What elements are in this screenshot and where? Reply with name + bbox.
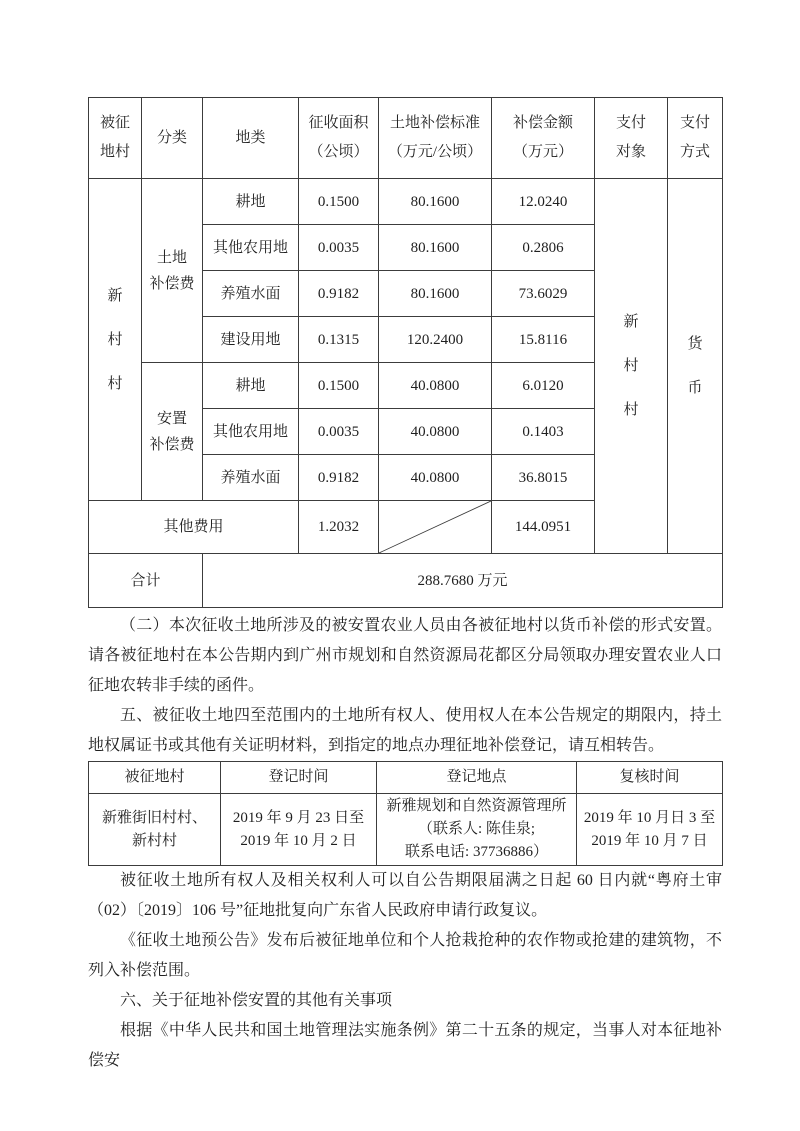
area-cell: 0.9182 — [299, 455, 379, 501]
land-type-cell: 耕地 — [203, 179, 299, 225]
reg-place-cell: 新雅规划和自然资源管理所 （联系人: 陈佳泉; 联系电话: 37736886） — [377, 794, 577, 866]
total-row — [89, 554, 723, 608]
header-category: 分类 — [142, 98, 203, 179]
header-area: 征收面积 （公顷） — [299, 98, 379, 179]
pay-target-cell: 新 村 村 — [595, 179, 668, 554]
area-cell: 0.1315 — [299, 317, 379, 363]
area-cell: 0.9182 — [299, 271, 379, 317]
standard-cell: 80.1600 — [379, 225, 492, 271]
header-review-time: 复核时间 — [577, 762, 723, 794]
compensation-table-header-row — [89, 98, 723, 179]
total-label: 合计 — [89, 554, 203, 608]
registration-table-header-row — [89, 762, 723, 794]
document-content — [88, 97, 722, 1076]
header-village: 被征地村 — [89, 762, 221, 794]
standard-cell: 80.1600 — [379, 271, 492, 317]
header-pay-method: 支付 方式 — [668, 98, 723, 179]
standard-cell: 40.0800 — [379, 455, 492, 501]
paragraph-resettlement: （二）本次征收土地所涉及的被安置农业人员由各被征地村以货币补偿的形式安置。请各被征地村在本公告期内到广州市规划和自然资源局花都区分局领取办理安置农业人口征地农转非手续的函件。 — [88, 617, 722, 694]
amount-cell: 12.0240 — [492, 179, 595, 225]
area-cell: 0.1500 — [299, 179, 379, 225]
header-reg-place: 登记地点 — [377, 762, 577, 794]
paragraph-pre-announcement: 《征收土地预公告》发布后被征地单位和个人抢栽抢种的农作物或抢建的建筑物，不列入补偿范围。 — [88, 932, 722, 979]
header-village: 被征 地村 — [89, 98, 142, 179]
paragraph-registration-notice: 五、被征收土地四至范围内的土地所有权人、使用权人在本公告规定的期限内，持土地权属证书或其他有关证明材料，到指定的地点办理征地补偿登记，请互相转告。 — [88, 707, 722, 754]
area-cell: 0.0035 — [299, 409, 379, 455]
header-pay-target: 支付 对象 — [595, 98, 668, 179]
pay-method-cell: 货 币 — [668, 179, 723, 554]
land-type-cell: 建设用地 — [203, 317, 299, 363]
village-cell: 新 村 村 — [89, 179, 142, 501]
amount-cell: 73.6029 — [492, 271, 595, 317]
standard-cell: 40.0800 — [379, 409, 492, 455]
compensation-table — [88, 97, 723, 608]
paragraph-regulation-basis: 根据《中华人民共和国土地管理法实施条例》第二十五条的规定，当事人对本征地补偿安 — [88, 1022, 722, 1069]
amount-cell: 0.1403 — [492, 409, 595, 455]
header-land-type: 地类 — [203, 98, 299, 179]
land-type-cell: 其他农用地 — [203, 225, 299, 271]
total-value: 288.7680 万元 — [203, 554, 723, 608]
table-row — [89, 179, 723, 225]
other-fees-label: 其他费用 — [89, 501, 299, 554]
amount-cell: 0.2806 — [492, 225, 595, 271]
other-fees-amount: 144.0951 — [492, 501, 595, 554]
standard-cell: 120.2400 — [379, 317, 492, 363]
category-land-comp-cell: 土地 补偿费 — [142, 179, 203, 363]
diagonal-blank-cell — [379, 501, 492, 554]
header-amount: 补偿金额 （万元） — [492, 98, 595, 179]
land-type-cell: 养殖水面 — [203, 271, 299, 317]
reg-time-cell: 2019 年 9 月 23 日至 2019 年 10 月 2 日 — [221, 794, 377, 866]
diagonal-line-icon — [379, 501, 491, 553]
reg-village-cell: 新雅街旧村村、 新村村 — [89, 794, 221, 866]
land-type-cell: 养殖水面 — [203, 455, 299, 501]
land-type-cell: 耕地 — [203, 363, 299, 409]
review-time-cell: 2019 年 10 月日 3 至 2019 年 10 月 7 日 — [577, 794, 723, 866]
registration-table — [88, 761, 723, 866]
header-reg-time: 登记时间 — [221, 762, 377, 794]
amount-cell: 36.8015 — [492, 455, 595, 501]
other-fees-area: 1.2032 — [299, 501, 379, 554]
category-resettle-comp-cell: 安置 补偿费 — [142, 363, 203, 501]
area-cell: 0.1500 — [299, 363, 379, 409]
amount-cell: 6.0120 — [492, 363, 595, 409]
amount-cell: 15.8116 — [492, 317, 595, 363]
area-cell: 0.0035 — [299, 225, 379, 271]
standard-cell: 80.1600 — [379, 179, 492, 225]
registration-row — [89, 794, 723, 866]
paragraph-review-rights: 被征收土地所有权人及相关权利人可以自公告期限届满之日起 60 日内就“粤府土审（02）〔2019〕106 号”征地批复向广东省人民政府申请行政复议。 — [88, 872, 722, 919]
land-type-cell: 其他农用地 — [203, 409, 299, 455]
standard-cell: 40.0800 — [379, 363, 492, 409]
header-standard: 土地补偿标准 （万元/公顷） — [379, 98, 492, 179]
paragraph-section-six-title: 六、关于征地补偿安置的其他有关事项 — [120, 992, 393, 1009]
